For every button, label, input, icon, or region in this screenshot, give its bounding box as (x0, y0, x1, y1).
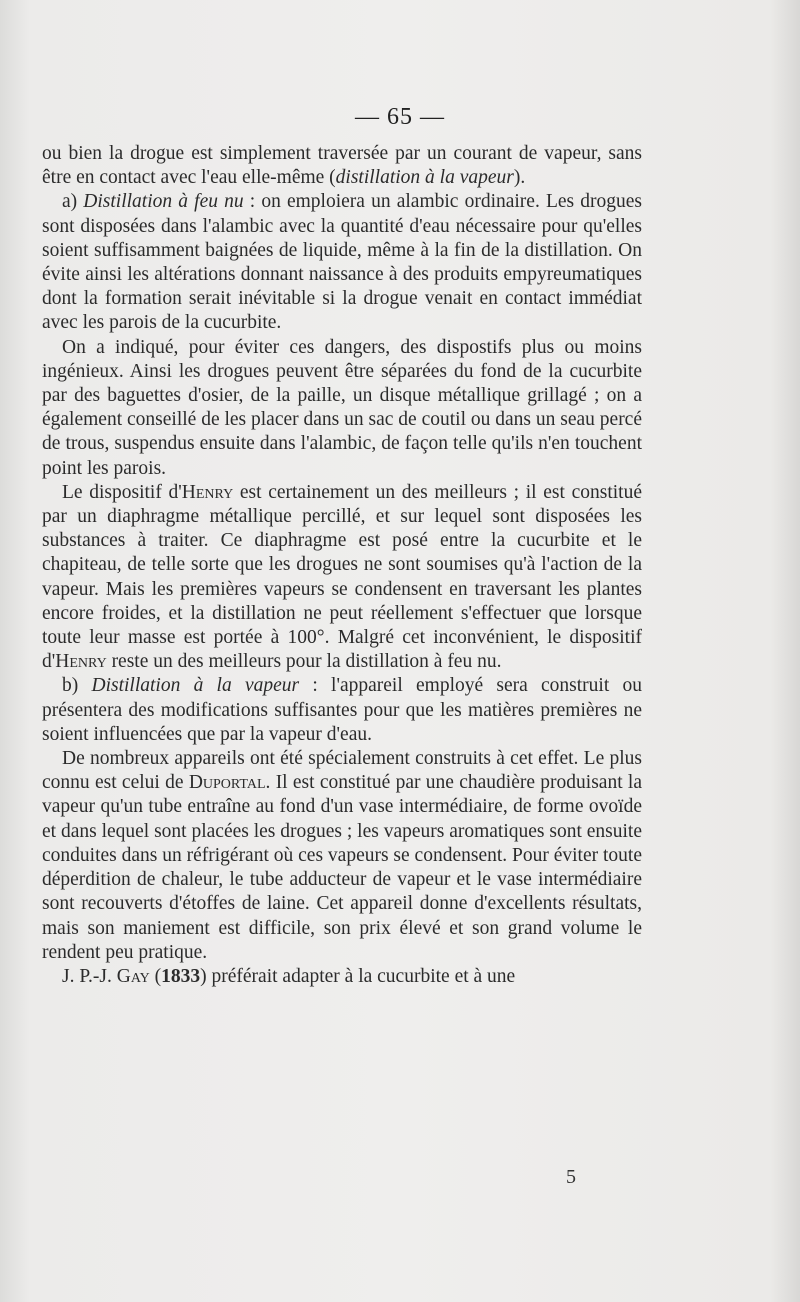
author-name: Henry (55, 651, 107, 673)
text: : on emploiera un alambic ordinaire. Les drogues sont disposées dans l'alambic avec la quantité d'eau nécessaire pour qu'elles soient suffisamment baignées de liquide, même à la fin de la distillation. On évite ainsi les altérations donnant naissance à des produits empyreumatiques dont la formation serait inévitable si la drogue venait en contact immédiat avec les parois de la cucurbite. (42, 191, 643, 334)
text: reste un des meilleurs pour la distillation à feu nu. (106, 651, 502, 673)
list-label: a) (62, 191, 84, 213)
paragraph-3 (42, 336, 642, 481)
text: On a indiqué, pour éviter ces dangers, des dispostifs plus ou moins ingénieux. Ainsi les drogues peuvent être séparées du fond de la cucurbite par des baguettes d'osier, de la paille, un disque métallique grillagé ; on a également conseillé de les placer dans un sac de coutil ou dans un seau percé de trous, suspendus ensuite dans l'alambic, de façon telle qu'ils n'en touchent point les parois. (42, 336, 642, 479)
section-heading: Distillation à feu nu (83, 191, 244, 213)
author-name: Duportal (188, 772, 266, 794)
year: 1833 (161, 965, 201, 987)
section-heading: Distillation à la vapeur (91, 675, 300, 697)
paragraph-6 (42, 747, 642, 965)
page-body (42, 142, 642, 989)
text: De nombreux appareils ont été spécialement construits à cet effet. Le plus connu est celui de (42, 748, 642, 794)
paragraph-7 (42, 965, 642, 989)
list-label: b) (62, 675, 92, 697)
paragraph-1 (42, 142, 642, 190)
text: ( (149, 965, 162, 987)
text: ) préférait adapter à la cucurbite et à une (200, 965, 516, 987)
text: ou bien la drogue est simplement traversée par un courant de vapeur, sans être en contact avec l'eau elle-même ( (42, 143, 642, 189)
text: ). (513, 167, 526, 189)
text: J. P.-J. (62, 965, 117, 987)
page-number: — 65 — (355, 104, 445, 130)
italic-term: distillation à la vapeur (335, 167, 514, 189)
paragraph-4 (42, 481, 642, 675)
paragraph-5 (42, 674, 642, 747)
signature-mark: 5 (566, 1166, 576, 1188)
paragraph-2 (42, 190, 642, 335)
text: Le dispositif d' (62, 481, 182, 503)
text: . Il est constitué par une chaudière produisant la vapeur qu'un tube entraîne au fond d'un vase intermédiaire, de forme ovoïde et dans lequel sont placées les drogues ; les vapeurs aromatiques sont ensuite conduites dans un réfrigérant où ces vapeurs se condensent. Pour éviter toute déperdition de chaleur, le tube adducteur de vapeur et le vase intermédiaire sont recouverts d'étoffes de laine. Cet appareil donne d'excellents résultats, mais son maniement est difficile, son prix élevé et son grand volume le rendent peu pratique. (42, 772, 643, 963)
text: est certainement un des meilleurs ; il est constitué par un diaphragme métallique percillé, et sur lequel sont disposées les substances à traiter. Ce diaphragme est posé entre la cucurbite et le chapiteau, de telle sorte que les drogues ne sont soumises qu'à l'action de la vapeur. Mais les premières vapeurs se condensent en traversant les plantes encore froides, et la distillation ne peut réellement s'effectuer que lorsque toute leur masse est portée à 100°. Malgré cet inconvénient, le dispositif d' (42, 481, 642, 673)
author-name: Henry (181, 481, 234, 503)
author-name: Gay (116, 965, 150, 987)
text: : l'appareil employé sera construit ou présentera des modifications suffisantes pour que les matières premières ne soient influencées que par la vapeur d'eau. (42, 675, 642, 745)
